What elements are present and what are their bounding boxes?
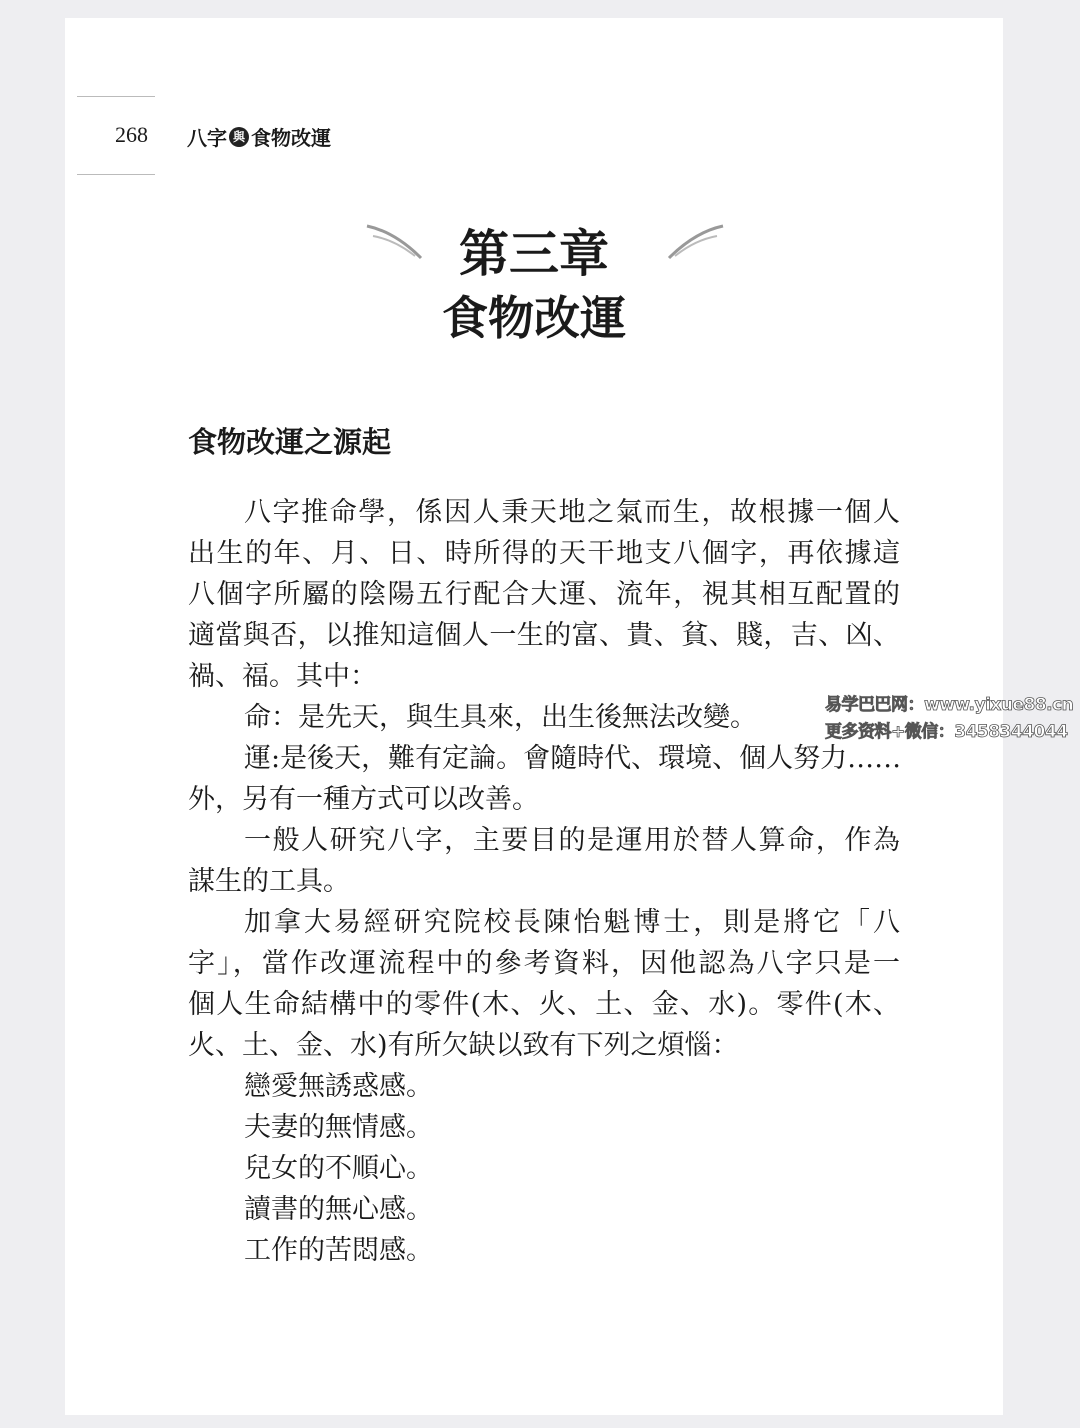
watermark-line-1: 易学巴巴网：www.yixue88.cn (825, 695, 1074, 715)
text-line: 火、土、金、水)有所欠缺以致有下列之煩惱： (188, 1030, 739, 1061)
body-text (188, 492, 900, 1271)
running-title-mark: 與 (229, 127, 249, 147)
watermark-line-2: 更多资料+微信：3458344044 (825, 722, 1068, 742)
text-line: 加拿大易經研究院校長陳怡魁博士，則是將它「八 (244, 907, 900, 938)
text-line: 命：是先天，與生具來，出生後無法改變。 (244, 702, 757, 733)
page-number: 268 (115, 122, 148, 147)
text-line: 謀生的工具。 (188, 866, 350, 897)
list-item: 夫妻的無情感。 (244, 1112, 433, 1143)
text-line: 禍、福。其中： (188, 661, 377, 692)
chapter-title: 食物改運 (442, 291, 626, 345)
text-line: 一般人研究八字，主要目的是運用於替人算命，作為 (244, 825, 900, 856)
text-line: 出生的年、月、日、時所得的天干地支八個字，再依據這 (188, 538, 900, 569)
text-line: 個人生命結構中的零件(木、火、土、金、水)。零件(木、 (188, 989, 900, 1020)
list-item: 戀愛無誘惑感。 (244, 1071, 433, 1102)
header-rule-bottom (77, 174, 155, 175)
text-line: 八個字所屬的陰陽五行配合大運、流年，視其相互配置的 (188, 579, 900, 610)
text-line: 字」，當作改運流程中的參考資料，因他認為八字只是一 (188, 948, 900, 979)
chapter-number: 第三章 (459, 224, 609, 283)
text-line: 適當與否，以推知這個人一生的富、貴、貧、賤，吉、凶、 (188, 620, 900, 651)
running-title (187, 122, 331, 151)
text-line: 外，另有一種方式可以改善。 (188, 784, 539, 815)
section-heading: 食物改運之源起 (188, 425, 392, 459)
running-title-b: 食物改運 (251, 126, 331, 150)
list-item: 讀書的無心感。 (244, 1194, 433, 1225)
list-item: 工作的苦悶感。 (244, 1235, 433, 1266)
list-item: 兒女的不順心。 (244, 1153, 433, 1184)
text-line: 運:是後天，難有定論。會隨時代、環境、個人努力…… (244, 743, 902, 774)
text-line: 八字推命學，係因人秉天地之氣而生，故根據一個人 (244, 497, 900, 528)
running-title-a: 八字 (187, 126, 227, 150)
header-rule-top (77, 96, 155, 97)
